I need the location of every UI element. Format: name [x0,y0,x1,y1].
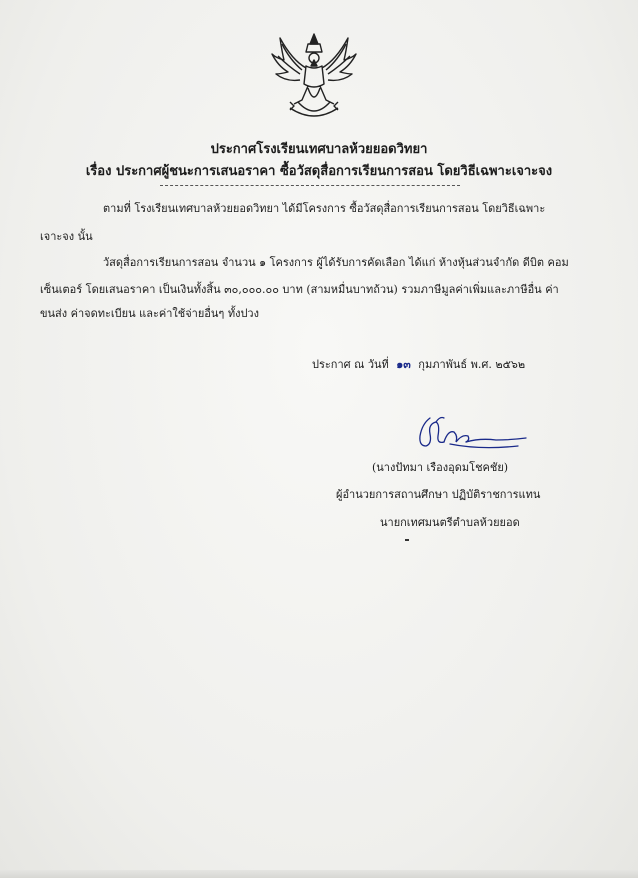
signer-position-2: นายกเทศมนตรีตำบลห้วยยอด [380,516,520,529]
date-day: ๑๓ [396,358,411,371]
paragraph-1-line-2: เจาะจง นั้น [40,230,93,243]
document-subject: เรื่อง ประกาศผู้ชนะการเสนอราคา ซื้อวัสดุสื่อการเรียนการสอน โดยวิธีเฉพาะเจาะจง [85,164,553,179]
paragraph-2-line-1: วัสดุสื่อการเรียนการสอน จำนวน ๑ โครงการ ผู้ได้รับการคัดเลือก ได้แก่ ห้างหุ้นส่วนจำกัด ดีบิต คอม [103,256,569,269]
announcement-date [312,355,525,373]
paragraph-2-line-3: ขนส่ง ค่าจดทะเบียน และค่าใช้จ่ายอื่นๆ ทั้งปวง [40,307,259,320]
stray-mark [405,539,409,541]
divider-line [160,185,460,186]
document-title: ประกาศโรงเรียนเทศบาลห้วยยอดวิทยา [210,142,428,157]
date-month-year: กุมภาพันธ์ พ.ศ. ๒๕๖๒ [418,358,526,371]
paragraph-2-line-2: เซ็นเตอร์ โดยเสนอราคา เป็นเงินทั้งสิ้น ๓๐,๐๐๐.๐๐ บาท (สามหมื่นบาทถ้วน) รวมภาษีมูลค่าเพิ่มและภาษีอื่น ค่า [40,283,559,296]
handwritten-signature [400,410,530,458]
date-prefix: ประกาศ ณ วันที่ [312,358,389,371]
garuda-emblem-icon [268,30,360,122]
page-bottom-edge [0,870,638,878]
signer-position-1: ผู้อำนวยการสถานศึกษา ปฏิบัติราชการแทน [336,488,541,501]
signer-name: (นางปัทมา เรืองอุดมโชคชัย) [372,461,509,474]
paragraph-1-line-1: ตามที่ โรงเรียนเทศบาลห้วยยอดวิทยา ได้มีโครงการ ซื้อวัสดุสื่อการเรียนการสอน โดยวิธีเฉพาะ [103,202,546,215]
